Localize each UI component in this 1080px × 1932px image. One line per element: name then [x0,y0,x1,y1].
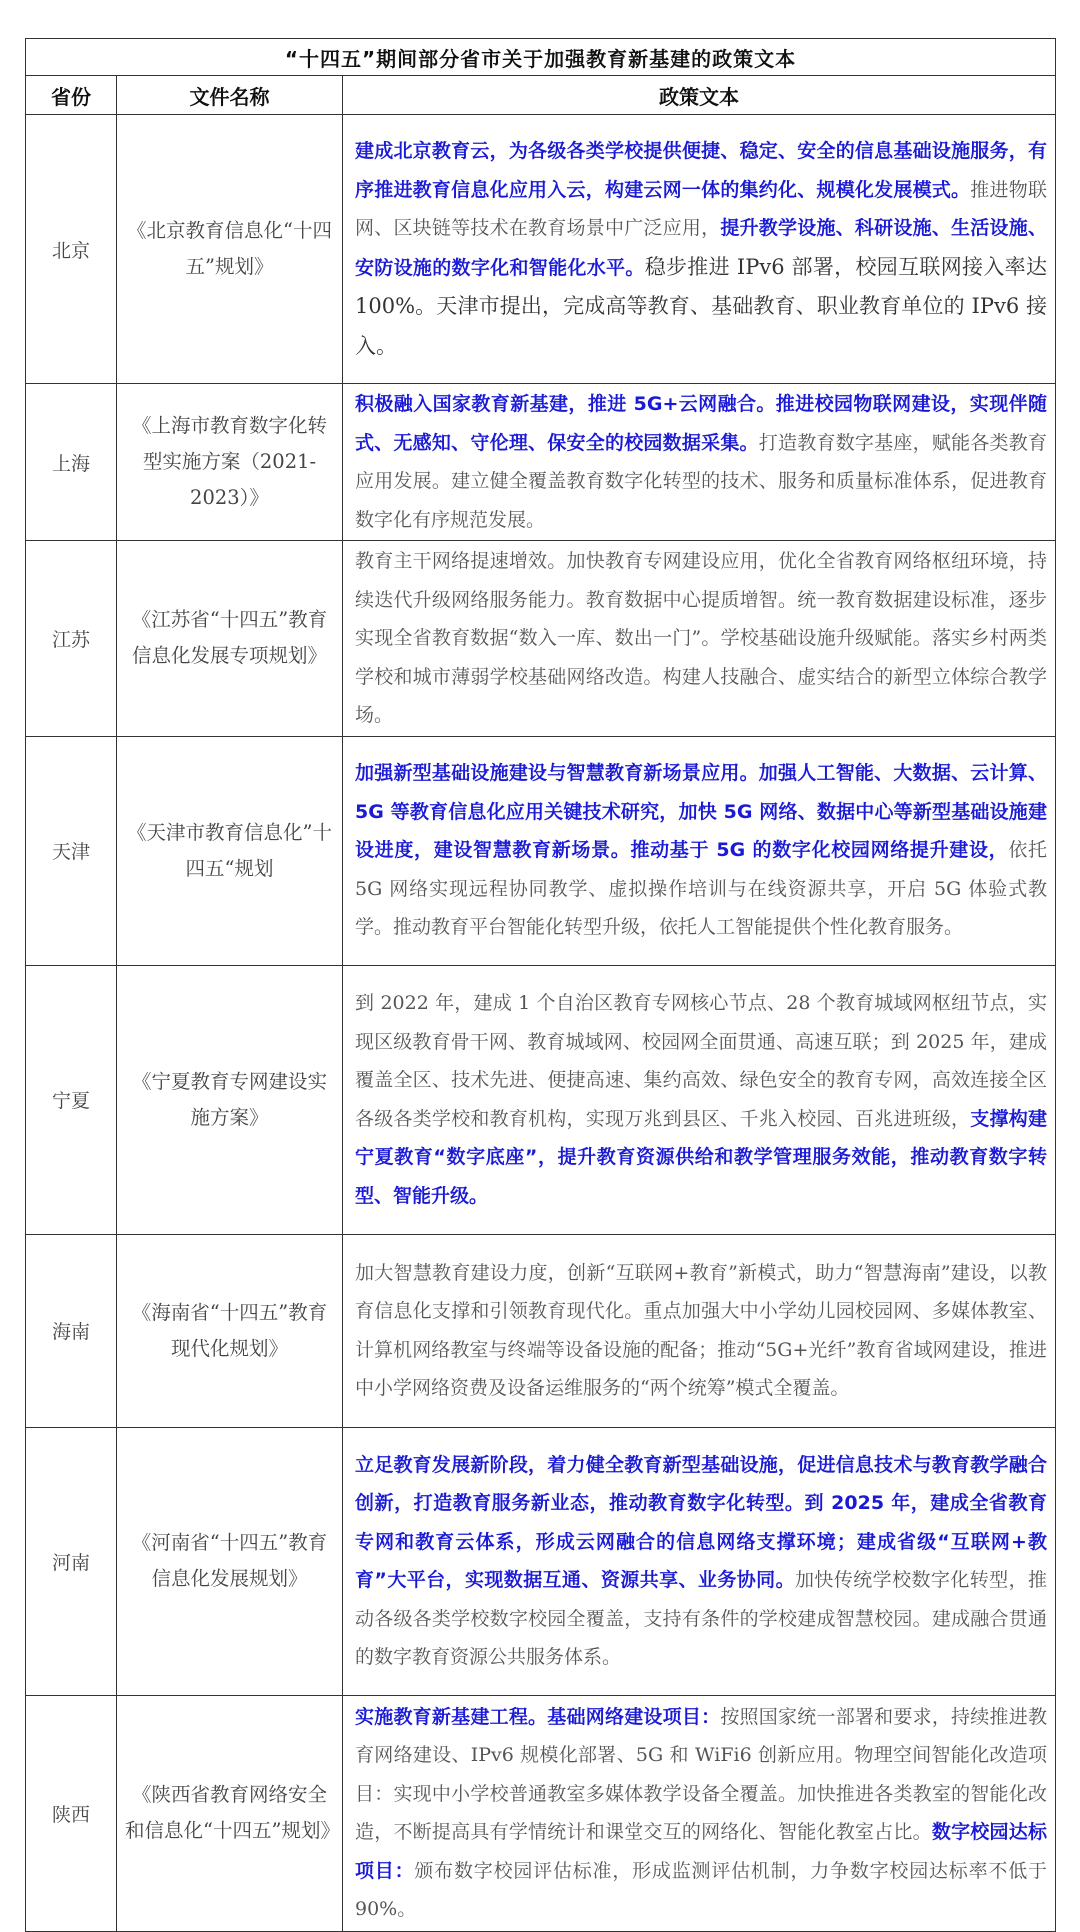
policy-text: 稳步推进 IPv6 部署，校园互联网接入率达 100%。天津市提出，完成高等教育、基础教育、职业教育单位的 IPv6 接入。 [355,254,1047,358]
document-name-cell: 《陕西省教育网络安全和信息化“十四五”规划》 [117,1695,343,1931]
table-row [26,1427,1056,1695]
policy-text: 到 2022 年，建成 1 个自治区教育专网核心节点、28 个教育城域网枢纽节点，实现区级教育骨干网、教育城域网、校园网全面贯通、高速互联；到 2025 年，建成覆盖全区、技术先进、便捷高速、集约高效、绿色安全的教育专网，高效连接全区各级各类学校和教育机构，实现万兆到县区、千兆入校园、百兆进班级， [355,992,1047,1130]
table-row [26,384,1056,541]
policy-highlight-text: 提升教学设施、科研设施、生活设施、安防设施的数字化和智能化水平。 [355,217,1047,279]
policy-document [25,38,1055,1932]
policy-text: 教育主干网络提速增效。加快教育专网建设应用，优化全省教育网络枢纽环境，持续迭代升级网络服务能力。教育数据中心提质增智。统一教育数据建设标准，逐步实现全省教育数据“数入一库、数出一门”。学校基础设施升级赋能。落实乡村两类学校和城市薄弱学校基础网络改造。构建人技融合、虚实结合的新型立体综合教学场。 [355,550,1047,726]
table-body [26,115,1056,1932]
header-policy: 政策文本 [343,76,1056,115]
table-title: “十四五”期间部分省市关于加强教育新基建的政策文本 [26,39,1056,76]
province-cell: 河南 [26,1427,117,1695]
header-document: 文件名称 [117,76,343,115]
table-row [26,736,1056,965]
policy-text: 加快传统学校数字化转型，推动各级各类学校数字校园全覆盖，支持有条件的学校建成智慧校园。建成融合贯通的数字教育资源公共服务体系。 [355,1569,1047,1668]
table-row [26,541,1056,737]
policy-highlight-text: 支撑构建宁夏教育“数字底座”，提升教育资源供给和教学管理服务效能，推动教育数字转型、智能升级。 [355,1107,1047,1207]
document-name-cell: 《北京教育信息化“十四五”规划》 [117,115,343,384]
policy-table [25,38,1056,1932]
policy-text: 依托 5G 网络实现远程协同教学、虚拟操作培训与在线资源共享，开启 5G 体验式教学。推动教育平台智能化转型升级，依托人工智能提供个性化教育服务。 [355,839,1047,939]
policy-highlight-text: 积极融入国家教育新基建，推进 5G+云网融合。推进校园物联网建设，实现伴随式、无感知、守伦理、保安全的校园数据采集。 [355,393,1047,454]
policy-highlight-text: 数字校园达标项目： [355,1821,1047,1882]
province-cell: 天津 [26,736,117,965]
policy-text: 颁布数字校园评估标准，形成监测评估机制，力争数字校园达标率不低于 90%。 [355,1859,1047,1920]
table-row [26,115,1056,384]
policy-text: 打造教育数字基座，赋能各类教育应用发展。建立健全覆盖教育数字化转型的技术、服务和质量标准体系，促进教育数字化有序规范发展。 [355,431,1047,531]
policy-text: 加大智慧教育建设力度，创新“互联网+教育”新模式，助力“智慧海南”建设，以教育信息化支撑和引领教育现代化。重点加强大中小学幼儿园校园网、多媒体教室、计算机网络教室与终端等设备设施的配备；推动“5G+光纤”教育省域网建设，推进中小学网络资费及设备运维服务的“两个统筹”模式全覆盖。 [355,1261,1047,1399]
policy-text-cell [343,965,1056,1234]
policy-highlight-text: 建成北京教育云，为各级各类学校提供便捷、稳定、安全的信息基础设施服务，有序推进教育信息化应用入云，构建云网一体的集约化、规模化发展模式。 [355,140,1047,201]
policy-highlight-text: 加强新型基础设施建设与智慧教育新场景应用。加强人工智能、大数据、云计算、5G 等教育信息化应用关键技术研究，加快 5G 网络、数据中心等新型基础设施建设进度，建设智慧教育新场景。推动基于 5G 的数字化校园网络提升建设， [355,762,1047,862]
policy-text-cell [343,384,1056,541]
table-row [26,1234,1056,1427]
table-row [26,965,1056,1234]
header-province: 省份 [26,76,117,115]
table-row [26,1695,1056,1931]
province-cell: 上海 [26,384,117,541]
policy-text-cell [343,1427,1056,1695]
policy-text-cell [343,541,1056,737]
header-row [26,76,1056,115]
document-name-cell: 《上海市教育数字化转型实施方案（2021-2023）》 [117,384,343,541]
policy-highlight-text: 立足教育发展新阶段，着力健全教育新型基础设施，促进信息技术与教育教学融合创新，打造教育服务新业态，推动教育数字化转型。到 2025 年，建成全省教育专网和教育云体系，形成云网融合的信息网络支撑环境；建成省级“互联网+教育”大平台，实现数据互通、资源共享、业务协同。 [355,1453,1047,1591]
province-cell: 北京 [26,115,117,384]
document-name-cell: 《宁夏教育专网建设实施方案》 [117,965,343,1234]
document-name-cell: 《海南省“十四五”教育现代化规划》 [117,1234,343,1427]
document-name-cell: 《河南省“十四五”教育信息化发展规划》 [117,1427,343,1695]
province-cell: 海南 [26,1234,117,1427]
document-name-cell: 《天津市教育信息化”十四五“规划 [117,736,343,965]
province-cell: 宁夏 [26,965,117,1234]
policy-text: 按照国家统一部署和要求，持续推进教育网络建设、IPv6 规模化部署、5G 和 WiFi6 创新应用。物理空间智能化改造项目：实现中小学校普通教室多媒体教学设备全覆盖。加快推进各类教室的智能化改造，不断提高具有学情统计和课堂交互的网络化、智能化教室占比。 [355,1705,1047,1843]
policy-text-cell [343,736,1056,965]
province-cell: 陕西 [26,1695,117,1931]
policy-text: 推进物联网、区块链等技术在教育场景中广泛应用， [355,178,1047,239]
policy-text-cell [343,1695,1056,1931]
policy-text-cell [343,115,1056,384]
policy-highlight-text: 实施教育新基建工程。基础网络建设项目： [355,1705,721,1728]
policy-text-cell [343,1234,1056,1427]
document-name-cell: 《江苏省“十四五”教育信息化发展专项规划》 [117,541,343,737]
province-cell: 江苏 [26,541,117,737]
